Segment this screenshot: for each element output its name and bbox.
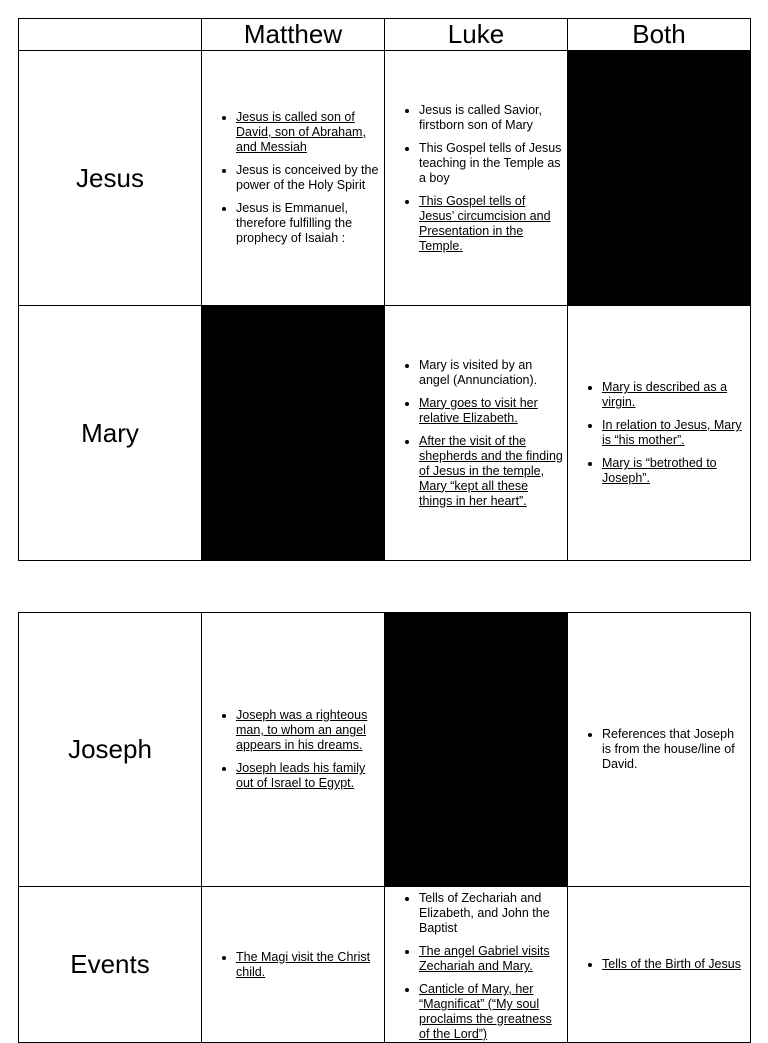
- bullet-item: • After the visit of the shepherds and the finding of Jesus in the temple, Mary “kept all these things in her heart”.: [419, 434, 563, 509]
- bullet-list: [385, 358, 567, 509]
- bullet-list: [385, 891, 567, 1042]
- bullet-item: • This Gospel tells of Jesus teaching in the Temple as a boy: [419, 141, 563, 186]
- header-matthew: Matthew: [202, 19, 385, 51]
- bullet-item: • Mary is described as a virgin.: [602, 380, 746, 410]
- cell-events-matthew: [202, 887, 385, 1043]
- bullet-list: [202, 950, 384, 980]
- header-luke: Luke: [385, 19, 568, 51]
- bullet-item: • References that Joseph is from the house/line of David.: [602, 727, 746, 772]
- cell-jesus-luke: [385, 51, 568, 306]
- row-label-mary: Mary: [19, 306, 202, 561]
- bullet-item: • This Gospel tells of Jesus’ circumcision and Presentation in the Temple.: [419, 194, 563, 254]
- bullet-item: • Canticle of Mary, her “Magnificat” (“My soul proclaims the greatness of the Lord”): [419, 982, 563, 1042]
- row-label-jesus: Jesus: [19, 51, 202, 306]
- table-row-events: [19, 887, 751, 1043]
- bullet-list: [568, 380, 750, 486]
- bullet-item: • Tells of Zechariah and Elizabeth, and John the Baptist: [419, 891, 563, 936]
- bullet-item: • Jesus is Emmanuel, therefore fulfilling the prophecy of Isaiah :: [236, 201, 380, 246]
- bullet-item: • Mary goes to visit her relative Elizabeth.: [419, 396, 563, 426]
- cell-joseph-both: [568, 613, 751, 887]
- row-label-events: Events: [19, 887, 202, 1043]
- header-row: [19, 19, 751, 51]
- table-row-joseph: [19, 613, 751, 887]
- bullet-list: [202, 708, 384, 791]
- bullet-list: [385, 103, 567, 254]
- comparison-table-2: [18, 612, 751, 1043]
- bullet-item: • Joseph was a righteous man, to whom an angel appears in his dreams.: [236, 708, 380, 753]
- cell-events-luke: [385, 887, 568, 1043]
- cell-mary-matthew-blacked-out: [202, 306, 385, 561]
- bullet-item: • Mary is visited by an angel (Annunciation).: [419, 358, 563, 388]
- cell-mary-luke: [385, 306, 568, 561]
- bullet-item: • The angel Gabriel visits Zechariah and Mary.: [419, 944, 563, 974]
- bullet-list: [202, 110, 384, 246]
- header-empty: [19, 19, 202, 51]
- cell-joseph-matthew: [202, 613, 385, 887]
- bullet-item: • Jesus is called Savior, firstborn son of Mary: [419, 103, 563, 133]
- bullet-item: • In relation to Jesus, Mary is “his mother”.: [602, 418, 746, 448]
- bullet-item: • Tells of the Birth of Jesus: [602, 957, 746, 972]
- cell-jesus-matthew: [202, 51, 385, 306]
- cell-events-both: [568, 887, 751, 1043]
- cell-jesus-both-blacked-out: [568, 51, 751, 306]
- table-row-jesus: [19, 51, 751, 306]
- bullet-item: • Jesus is conceived by the power of the Holy Spirit: [236, 163, 380, 193]
- cell-joseph-luke-blacked-out: [385, 613, 568, 887]
- table-row-mary: [19, 306, 751, 561]
- bullet-item: • Jesus is called son of David, son of Abraham, and Messiah: [236, 110, 380, 155]
- comparison-table-1: [18, 18, 751, 561]
- bullet-item: • The Magi visit the Christ child.: [236, 950, 380, 980]
- bullet-list: [568, 727, 750, 772]
- cell-mary-both: [568, 306, 751, 561]
- header-both: Both: [568, 19, 751, 51]
- row-label-joseph: Joseph: [19, 613, 202, 887]
- bullet-item: • Joseph leads his family out of Israel to Egypt.: [236, 761, 380, 791]
- bullet-item: • Mary is “betrothed to Joseph”.: [602, 456, 746, 486]
- bullet-list: [568, 957, 750, 972]
